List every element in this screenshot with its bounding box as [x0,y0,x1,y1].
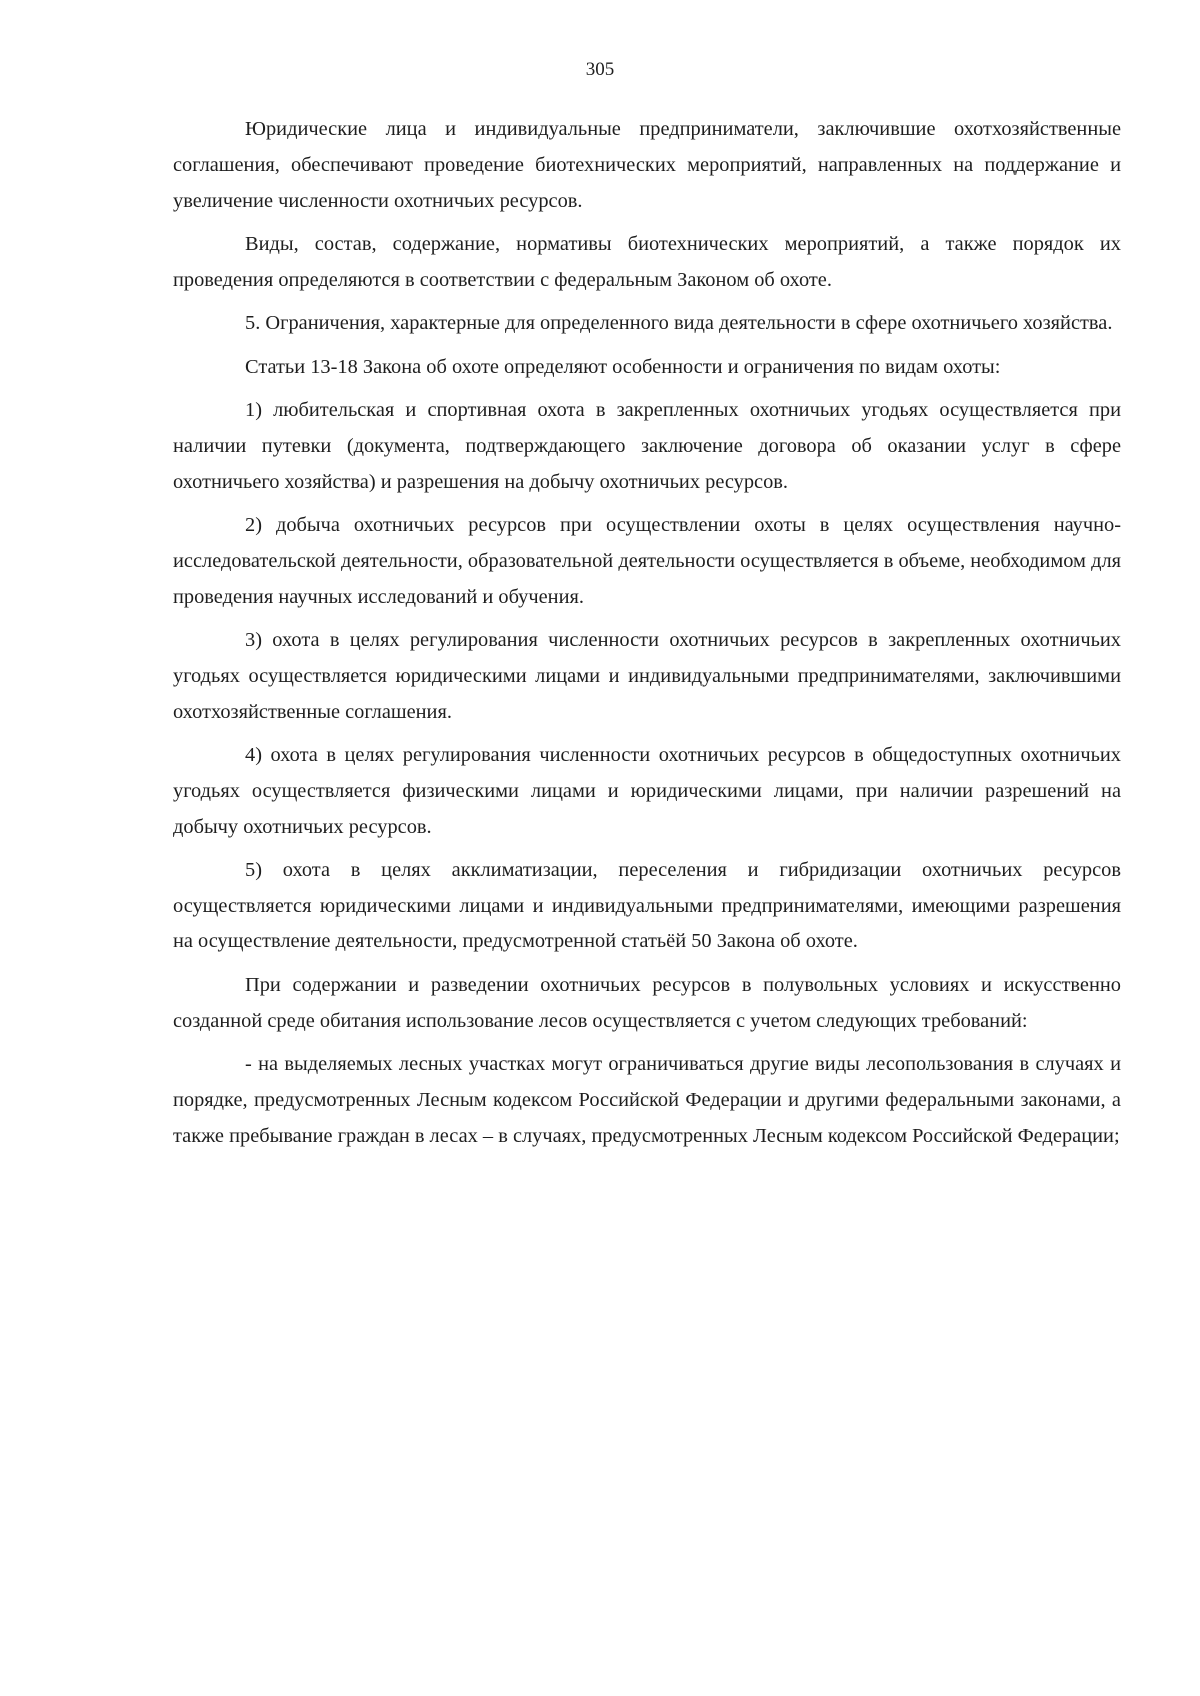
body-text [173,112,1121,1162]
list-item-4: 4) охота в целях регулирования численности охотничьих ресурсов в общедоступных охотничьих угодьях осуществляется физическими лицами и юридическими лицами, при наличии разрешений на добычу охотничьих ресурсов. [173,743,1121,838]
paragraph-biotechnical-measures: Виды, состав, содержание, нормативы биотехнических мероприятий, а также порядок их проведения определяются в соответствии с федеральным Законом об охоте. [173,232,1121,291]
paragraph-biotechnical-obligations: Юридические лица и индивидуальные предприниматели, заключившие охотхозяйственные соглашения, обеспечивают проведение биотехнических мероприятий, направленных на поддержание и увеличение численности охотничьих ресурсов. [173,118,1121,212]
paragraph-articles-13-18: Статьи 13-18 Закона об охоте определяют особенности и ограничения по видам охоты: [245,355,1001,378]
list-item-1: 1) любительская и спортивная охота в закрепленных охотничьих угодьях осуществляется при наличии путевки (документа, подтверждающего заключение договора об оказании услуг в сфере охотничьего хозяйства) и разрешения на добычу охотничьих ресурсов. [173,398,1121,493]
page-number: 305 [585,59,615,80]
paragraph-semi-free-conditions: При содержании и разведении охотничьих ресурсов в полувольных условиях и искусственно созданной среде обитания использование лесов осуществляется с учетом следующих требований: [173,973,1121,1032]
list-item-5: 5) охота в целях акклиматизации, переселения и гибридизации охотничьих ресурсов осуществляется юридическими лицами и индивидуальными предпринимателями, имеющими разрешения на осуществление деятельности, предусмотренной статьёй 50 Закона об охоте. [173,858,1121,953]
list-item-2: 2) добыча охотничьих ресурсов при осуществлении охоты в целях осуществления научно-исследовательской деятельности, образовательной деятельности осуществляется в объеме, необходимом для проведения научных исследований и обучения. [173,513,1121,608]
list-item-3: 3) охота в целях регулирования численности охотничьих ресурсов в закрепленных охотничьих угодьях осуществляется юридическими лицами и индивидуальными предпринимателями, заключившими охотхозяйственные соглашения. [173,628,1121,723]
paragraph-section-5-heading: 5. Ограничения, характерные для определенного вида деятельности в сфере охотничьего хозяйства. [245,312,1113,335]
bullet-item-forest-use: - на выделяемых лесных участках могут ограничиваться другие виды лесопользования в случаях и порядке, предусмотренных Лесным кодексом Российской Федерации и другими федеральными законами, а также пребывание граждан в лесах – в случаях, предусмотренных Лесным кодексом Российской Федерации; [173,1053,1121,1147]
